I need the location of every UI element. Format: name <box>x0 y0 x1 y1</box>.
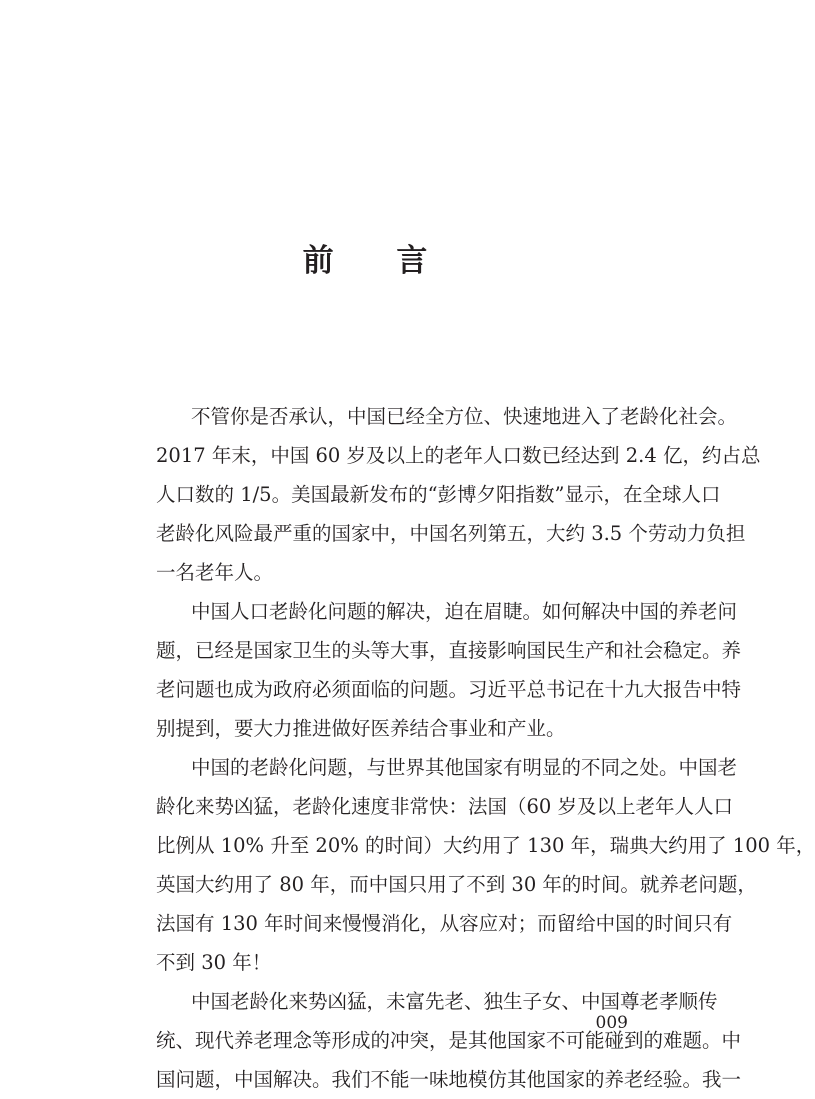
text-line: 老问题也成为政府必须面临的问题。习近平总书记在十九大报告中特 <box>156 678 742 701</box>
text-line: 人口数的 1/5。美国最新发布的“彭博夕阳指数”显示，在全球人口 <box>156 483 721 506</box>
text-line: 题，已经是国家卫生的头等大事，直接影响国民生产和社会稳定。养 <box>156 639 742 662</box>
page-number: 009 <box>595 1013 628 1033</box>
text-line: 不管你是否承认，中国已经全方位、快速地进入了老龄化社会。 <box>191 405 738 428</box>
text-line: 老龄化风险最严重的国家中，中国名列第五，大约 3.5 个劳动力负担 <box>156 522 746 545</box>
body-text <box>117 397 815 1099</box>
text-line: 中国人口老龄化问题的解决，迫在眉睫。如何解决中国的养老问 <box>191 600 738 623</box>
paragraph-2 <box>117 592 742 748</box>
text-line: 别提到，要大力推进做好医养结合事业和产业。 <box>156 717 566 740</box>
text-line: 不到 30 年！ <box>156 951 272 974</box>
text-line: 统、现代养老理念等形成的冲突，是其他国家不可能碰到的难题。中 <box>156 1029 742 1052</box>
paragraph-3 <box>117 748 815 982</box>
paragraph-1 <box>117 397 761 592</box>
text-line: 中国的老龄化问题，与世界其他国家有明显的不同之处。中国老 <box>191 756 738 779</box>
text-line: 中国老龄化来势凶猛，未富先老、独生子女、中国尊老孝顺传 <box>191 990 718 1013</box>
text-line: 龄化来势凶猛，老龄化速度非常快：法国（60 岁及以上老年人人口 <box>156 795 734 818</box>
text-line: 比例从 10% 升至 20% 的时间）大约用了 130 年，瑞典大约用了 100 年， <box>156 834 815 857</box>
text-line: 一名老年人。 <box>156 561 274 584</box>
text-line: 法国有 130 年时间来慢慢消化，从容应对；而留给中国的时间只有 <box>156 912 733 935</box>
text-line: 国问题，中国解决。我们不能一味地模仿其他国家的养老经验。我一 <box>156 1068 742 1091</box>
page-title: 前 言 <box>302 243 454 279</box>
text-line: 英国大约用了 80 年，而中国只用了不到 30 年的时间。就养老问题， <box>156 873 757 896</box>
paragraph-4 <box>117 982 742 1099</box>
text-line: 2017 年末，中国 60 岁及以上的老年人口数已经达到 2.4 亿，约占总 <box>156 444 761 467</box>
